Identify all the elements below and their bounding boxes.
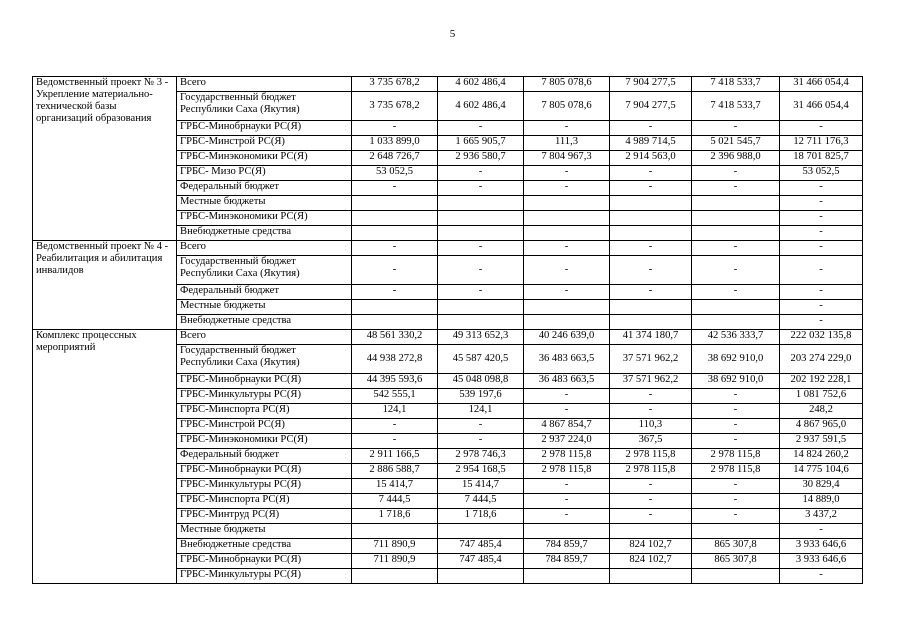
value-cell: 37 571 962,2 — [610, 374, 692, 389]
value-cell: - — [692, 285, 780, 300]
value-cell: - — [524, 389, 610, 404]
total-cell: 4 867 965,0 — [780, 419, 863, 434]
value-cell: - — [610, 121, 692, 136]
total-cell: - — [780, 256, 863, 285]
value-cell: - — [352, 285, 438, 300]
total-cell: - — [780, 121, 863, 136]
total-cell: - — [780, 196, 863, 211]
value-cell — [692, 300, 780, 315]
value-cell: 4 602 486,4 — [438, 92, 524, 121]
total-cell: 12 711 176,3 — [780, 136, 863, 151]
value-cell: - — [610, 285, 692, 300]
value-cell: 2 978 115,8 — [524, 464, 610, 479]
value-cell: - — [692, 166, 780, 181]
value-cell — [610, 315, 692, 330]
value-cell — [610, 300, 692, 315]
value-cell: - — [692, 434, 780, 449]
total-cell: 14 775 104,6 — [780, 464, 863, 479]
total-cell: 2 937 591,5 — [780, 434, 863, 449]
value-cell: - — [692, 241, 780, 256]
value-cell: 44 395 593,6 — [352, 374, 438, 389]
value-cell: - — [524, 121, 610, 136]
value-cell: 747 485,4 — [438, 554, 524, 569]
row-label: ГРБС-Минкультуры РС(Я) — [177, 389, 352, 404]
value-cell — [692, 569, 780, 584]
value-cell: 3 735 678,2 — [352, 92, 438, 121]
value-cell: - — [692, 181, 780, 196]
row-label: ГРБС-Минспорта РС(Я) — [177, 494, 352, 509]
value-cell — [524, 300, 610, 315]
value-cell — [352, 211, 438, 226]
value-cell: 7 904 277,5 — [610, 77, 692, 92]
value-cell — [610, 211, 692, 226]
table-body — [33, 77, 863, 584]
value-cell: - — [438, 121, 524, 136]
total-cell: - — [780, 226, 863, 241]
value-cell: - — [610, 494, 692, 509]
table-row — [33, 330, 863, 345]
total-cell: 14 889,0 — [780, 494, 863, 509]
value-cell: 7 418 533,7 — [692, 92, 780, 121]
value-cell — [524, 315, 610, 330]
value-cell: 3 735 678,2 — [352, 77, 438, 92]
budget-table — [32, 76, 863, 584]
value-cell: 2 937 224,0 — [524, 434, 610, 449]
value-cell — [438, 315, 524, 330]
row-label: ГРБС-Минэкономики РС(Я) — [177, 211, 352, 226]
total-cell: 3 933 646,6 — [780, 539, 863, 554]
value-cell — [524, 211, 610, 226]
total-cell: 3 437,2 — [780, 509, 863, 524]
row-label: Всего — [177, 330, 352, 345]
value-cell: 2 648 726,7 — [352, 151, 438, 166]
row-label: Всего — [177, 241, 352, 256]
value-cell: - — [352, 256, 438, 285]
value-cell: 7 418 533,7 — [692, 77, 780, 92]
value-cell: 4 867 854,7 — [524, 419, 610, 434]
value-cell — [352, 569, 438, 584]
value-cell: 53 052,5 — [352, 166, 438, 181]
value-cell — [352, 196, 438, 211]
value-cell: 44 938 272,8 — [352, 345, 438, 374]
value-cell: - — [438, 181, 524, 196]
value-cell: 865 307,8 — [692, 539, 780, 554]
value-cell: - — [524, 509, 610, 524]
value-cell: - — [692, 389, 780, 404]
row-label: Государственный бюджет Республики Саха (Якутия) — [177, 345, 352, 374]
value-cell: 2 886 588,7 — [352, 464, 438, 479]
value-cell — [352, 300, 438, 315]
value-cell: 539 197,6 — [438, 389, 524, 404]
page-number: 5 — [449, 28, 456, 40]
value-cell: 865 307,8 — [692, 554, 780, 569]
value-cell — [352, 524, 438, 539]
total-cell: 31 466 054,4 — [780, 77, 863, 92]
total-cell: 1 081 752,6 — [780, 389, 863, 404]
value-cell: - — [524, 404, 610, 419]
row-label: ГРБС-Минспорта РС(Я) — [177, 404, 352, 419]
value-cell: - — [438, 285, 524, 300]
value-cell: - — [610, 404, 692, 419]
value-cell — [438, 300, 524, 315]
value-cell: 784 859,7 — [524, 539, 610, 554]
group-title: Комплекс процессных мероприятий — [33, 330, 177, 584]
value-cell: - — [610, 241, 692, 256]
value-cell — [524, 196, 610, 211]
value-cell: - — [692, 256, 780, 285]
value-cell: - — [438, 166, 524, 181]
value-cell: - — [610, 181, 692, 196]
value-cell: 111,3 — [524, 136, 610, 151]
row-label: ГРБС- Мизо РС(Я) — [177, 166, 352, 181]
total-cell: - — [780, 181, 863, 196]
value-cell — [438, 196, 524, 211]
total-cell: 222 032 135,8 — [780, 330, 863, 345]
value-cell: - — [692, 121, 780, 136]
value-cell: - — [692, 494, 780, 509]
value-cell: 5 021 545,7 — [692, 136, 780, 151]
value-cell: 711 890,9 — [352, 554, 438, 569]
value-cell: 7 804 967,3 — [524, 151, 610, 166]
value-cell — [524, 524, 610, 539]
value-cell: 42 536 333,7 — [692, 330, 780, 345]
value-cell: 542 555,1 — [352, 389, 438, 404]
value-cell — [438, 569, 524, 584]
value-cell: 2 936 580,7 — [438, 151, 524, 166]
value-cell: 41 374 180,7 — [610, 330, 692, 345]
row-label: Внебюджетные средства — [177, 226, 352, 241]
value-cell — [610, 196, 692, 211]
value-cell: - — [610, 479, 692, 494]
total-cell: - — [780, 569, 863, 584]
value-cell — [692, 196, 780, 211]
value-cell: 15 414,7 — [352, 479, 438, 494]
row-label: ГРБС-Минтруд РС(Я) — [177, 509, 352, 524]
value-cell: 824 102,7 — [610, 554, 692, 569]
value-cell: - — [524, 256, 610, 285]
total-cell: 3 933 646,6 — [780, 554, 863, 569]
value-cell: 1 718,6 — [438, 509, 524, 524]
value-cell: - — [352, 241, 438, 256]
total-cell: - — [780, 524, 863, 539]
total-cell: 14 824 260,2 — [780, 449, 863, 464]
total-cell: 203 274 229,0 — [780, 345, 863, 374]
value-cell: - — [352, 419, 438, 434]
value-cell — [692, 524, 780, 539]
value-cell — [692, 315, 780, 330]
value-cell: 747 485,4 — [438, 539, 524, 554]
row-label: Местные бюджеты — [177, 196, 352, 211]
row-label: Федеральный бюджет — [177, 449, 352, 464]
value-cell: 124,1 — [352, 404, 438, 419]
group-title: Ведомственный проект № 3 - Укрепление материально-технической базы организаций образования — [33, 77, 177, 241]
row-label: Государственный бюджет Республики Саха (Якутия) — [177, 92, 352, 121]
value-cell: 38 692 910,0 — [692, 345, 780, 374]
value-cell: - — [352, 434, 438, 449]
value-cell: - — [692, 419, 780, 434]
value-cell: 4 989 714,5 — [610, 136, 692, 151]
value-cell — [692, 211, 780, 226]
value-cell — [438, 226, 524, 241]
value-cell: 7 805 078,6 — [524, 77, 610, 92]
value-cell: 2 911 166,5 — [352, 449, 438, 464]
value-cell: 7 904 277,5 — [610, 92, 692, 121]
row-label: Внебюджетные средства — [177, 539, 352, 554]
group-title: Ведомственный проект № 4 - Реабилитация и абилитация инвалидов — [33, 241, 177, 330]
value-cell: 2 978 115,8 — [524, 449, 610, 464]
value-cell — [352, 226, 438, 241]
total-cell: 53 052,5 — [780, 166, 863, 181]
value-cell: 7 805 078,6 — [524, 92, 610, 121]
total-cell: - — [780, 285, 863, 300]
value-cell: 2 978 746,3 — [438, 449, 524, 464]
total-cell: 248,2 — [780, 404, 863, 419]
value-cell: - — [610, 166, 692, 181]
value-cell: 49 313 652,3 — [438, 330, 524, 345]
value-cell: 110,3 — [610, 419, 692, 434]
value-cell — [524, 226, 610, 241]
value-cell — [610, 226, 692, 241]
value-cell: - — [438, 434, 524, 449]
row-label: ГРБС-Минобрнауки РС(Я) — [177, 374, 352, 389]
value-cell — [438, 211, 524, 226]
value-cell: 2 396 988,0 — [692, 151, 780, 166]
row-label: ГРБС-Минкультуры РС(Я) — [177, 479, 352, 494]
row-label: Государственный бюджет Республики Саха (Якутия) — [177, 256, 352, 285]
value-cell: 45 587 420,5 — [438, 345, 524, 374]
value-cell: 824 102,7 — [610, 539, 692, 554]
value-cell: - — [610, 509, 692, 524]
row-label: Федеральный бюджет — [177, 181, 352, 196]
value-cell: 48 561 330,2 — [352, 330, 438, 345]
value-cell: 2 978 115,8 — [692, 464, 780, 479]
total-cell: 30 829,4 — [780, 479, 863, 494]
row-label: Федеральный бюджет — [177, 285, 352, 300]
value-cell: - — [692, 479, 780, 494]
value-cell — [524, 569, 610, 584]
value-cell: 1 665 905,7 — [438, 136, 524, 151]
total-cell: - — [780, 241, 863, 256]
value-cell: 1 718,6 — [352, 509, 438, 524]
value-cell: - — [524, 479, 610, 494]
row-label: Внебюджетные средства — [177, 315, 352, 330]
row-label: ГРБС-Минэкономики РС(Я) — [177, 434, 352, 449]
value-cell: - — [438, 256, 524, 285]
row-label: ГРБС-Минобрнауки РС(Я) — [177, 121, 352, 136]
value-cell: 4 602 486,4 — [438, 77, 524, 92]
value-cell: 7 444,5 — [438, 494, 524, 509]
value-cell: 45 048 098,8 — [438, 374, 524, 389]
value-cell: - — [610, 256, 692, 285]
value-cell: 367,5 — [610, 434, 692, 449]
value-cell: 36 483 663,5 — [524, 374, 610, 389]
row-label: ГРБС-Минобрнауки РС(Я) — [177, 554, 352, 569]
row-label: ГРБС-Минкультуры РС(Я) — [177, 569, 352, 584]
value-cell: 711 890,9 — [352, 539, 438, 554]
value-cell — [352, 315, 438, 330]
value-cell: - — [524, 241, 610, 256]
value-cell: - — [610, 389, 692, 404]
value-cell: - — [524, 166, 610, 181]
row-label: ГРБС-Минэкономики РС(Я) — [177, 151, 352, 166]
total-cell: 18 701 825,7 — [780, 151, 863, 166]
value-cell — [438, 524, 524, 539]
value-cell: 37 571 962,2 — [610, 345, 692, 374]
value-cell — [610, 524, 692, 539]
value-cell: 1 033 899,0 — [352, 136, 438, 151]
value-cell: 2 978 115,8 — [610, 449, 692, 464]
value-cell: - — [524, 494, 610, 509]
value-cell: 2 978 115,8 — [610, 464, 692, 479]
value-cell: - — [524, 285, 610, 300]
value-cell: 784 859,7 — [524, 554, 610, 569]
value-cell: 2 954 168,5 — [438, 464, 524, 479]
value-cell: - — [692, 404, 780, 419]
value-cell: 2 978 115,8 — [692, 449, 780, 464]
value-cell: - — [524, 181, 610, 196]
value-cell — [692, 226, 780, 241]
value-cell: 36 483 663,5 — [524, 345, 610, 374]
row-label: ГРБС-Минстрой РС(Я) — [177, 419, 352, 434]
row-label: ГРБС-Минстрой РС(Я) — [177, 136, 352, 151]
value-cell: 40 246 639,0 — [524, 330, 610, 345]
value-cell: 2 914 563,0 — [610, 151, 692, 166]
total-cell: - — [780, 300, 863, 315]
value-cell — [610, 569, 692, 584]
value-cell: - — [352, 181, 438, 196]
total-cell: 202 192 228,1 — [780, 374, 863, 389]
value-cell: 15 414,7 — [438, 479, 524, 494]
value-cell: 124,1 — [438, 404, 524, 419]
row-label: Местные бюджеты — [177, 300, 352, 315]
value-cell: - — [692, 509, 780, 524]
row-label: Местные бюджеты — [177, 524, 352, 539]
value-cell: 38 692 910,0 — [692, 374, 780, 389]
table-row — [33, 77, 863, 92]
value-cell: - — [438, 419, 524, 434]
row-label: Всего — [177, 77, 352, 92]
value-cell: 7 444,5 — [352, 494, 438, 509]
row-label: ГРБС-Минобрнауки РС(Я) — [177, 464, 352, 479]
total-cell: 31 466 054,4 — [780, 92, 863, 121]
total-cell: - — [780, 315, 863, 330]
table-row — [33, 241, 863, 256]
value-cell: - — [438, 241, 524, 256]
total-cell: - — [780, 211, 863, 226]
value-cell: - — [352, 121, 438, 136]
